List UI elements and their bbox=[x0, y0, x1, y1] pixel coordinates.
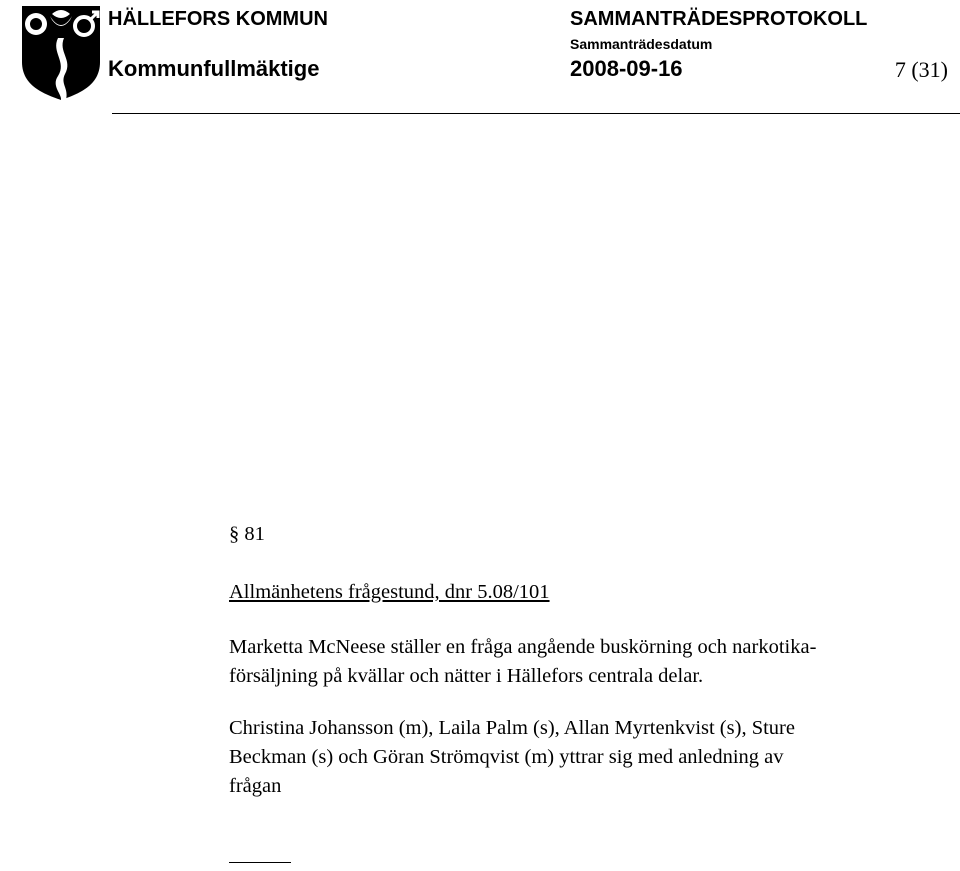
meeting-date: 2008-09-16 bbox=[570, 56, 683, 81]
paragraph-line: frågan bbox=[229, 775, 282, 797]
committee-name: Kommunfullmäktige bbox=[108, 56, 320, 81]
question-paragraph bbox=[229, 633, 954, 691]
speakers-paragraph bbox=[229, 714, 954, 801]
document-header bbox=[0, 0, 960, 115]
paragraph-line: Beckman (s) och Göran Strömqvist (m) yttrar sig med anledning av bbox=[229, 746, 784, 768]
section-number: § 81 bbox=[229, 523, 265, 545]
paragraph-line: försäljning på kvällar och nätter i Hällefors centrala delar. bbox=[229, 665, 704, 687]
signature-line bbox=[229, 862, 291, 863]
paragraph-line: Marketta McNeese ställer en fråga angående buskörning och narkotika- bbox=[229, 636, 817, 658]
header-divider bbox=[112, 113, 960, 114]
coat-of-arms-logo bbox=[20, 4, 102, 102]
section-title: Allmänhetens frågestund, dnr 5.08/101 bbox=[229, 581, 550, 603]
page-number: 7 (31) bbox=[894, 57, 948, 82]
section-body bbox=[229, 520, 954, 801]
meeting-date-label: Sammanträdesdatum bbox=[570, 36, 713, 52]
paragraph-line: Christina Johansson (m), Laila Palm (s), Allan Myrtenkvist (s), Sture bbox=[229, 717, 795, 739]
municipality-name: HÄLLEFORS KOMMUN bbox=[108, 8, 328, 30]
document-type: SAMMANTRÄDESPROTOKOLL bbox=[570, 8, 868, 30]
